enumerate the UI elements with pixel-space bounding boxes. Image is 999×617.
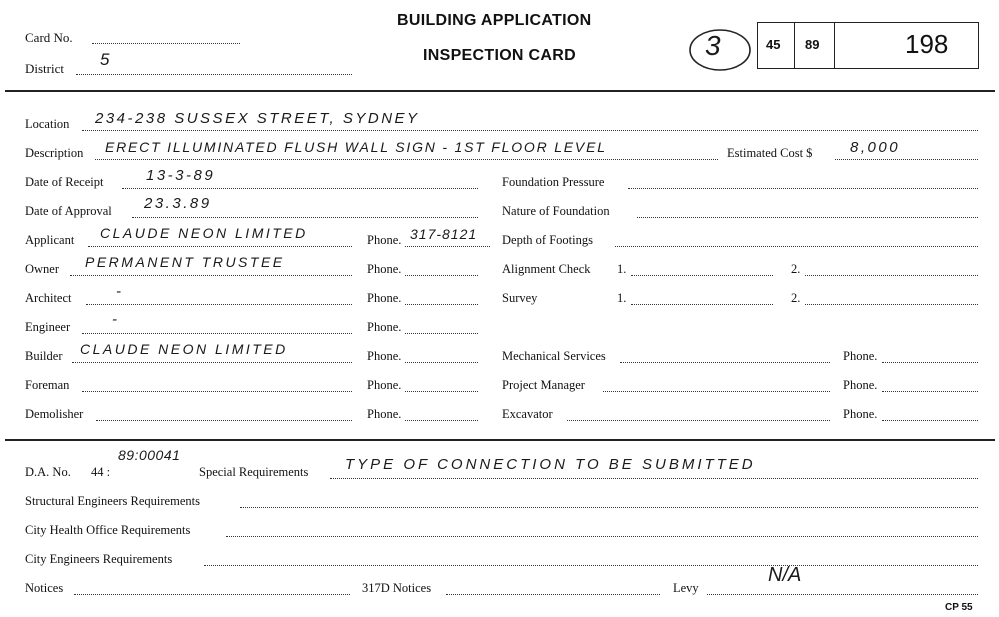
owner-phone-field[interactable]	[405, 275, 478, 276]
box-divider-1	[794, 22, 795, 69]
da-value: 89:00041	[118, 447, 181, 463]
location-field[interactable]	[82, 130, 978, 131]
description-value: ERECT ILLUMINATED FLUSH WALL SIGN - 1ST FLOOR LEVEL	[105, 139, 607, 155]
applicant-value: CLAUDE NEON LIMITED	[100, 225, 308, 241]
builder-phone-field[interactable]	[405, 362, 478, 363]
notices-317d-field[interactable]	[446, 594, 660, 595]
architect-phone-label: Phone.	[367, 291, 402, 305]
foundation-pressure-label: Foundation Pressure	[502, 175, 605, 189]
foreman-label: Foreman	[25, 378, 70, 392]
description-label: Description	[25, 146, 84, 160]
notices-317d-label: 317D Notices	[362, 581, 432, 595]
builder-phone-label: Phone.	[367, 349, 402, 363]
project-manager-phone-label: Phone.	[843, 378, 878, 392]
architect-phone-field[interactable]	[405, 304, 478, 305]
excavator-phone-field[interactable]	[882, 420, 978, 421]
engineer-phone-field[interactable]	[405, 333, 478, 334]
form-title-line2: INSPECTION CARD	[423, 47, 576, 64]
health-label: City Health Office Requirements	[25, 523, 191, 537]
architect-label: Architect	[25, 291, 72, 305]
architect-field[interactable]	[86, 304, 352, 305]
notices-field[interactable]	[74, 594, 350, 595]
excavator-field[interactable]	[567, 420, 830, 421]
alignment-check-num2: 2.	[791, 262, 801, 276]
demolisher-phone-label: Phone.	[367, 407, 402, 421]
section-divider	[5, 439, 995, 441]
date-approval-value: 23.3.89	[144, 195, 212, 212]
special-req-field[interactable]	[330, 478, 978, 479]
alignment-check-field-2[interactable]	[805, 275, 978, 276]
estimated-cost-label: Estimated Cost $	[727, 146, 813, 160]
builder-field[interactable]	[72, 362, 352, 363]
survey-label: Survey	[502, 291, 538, 305]
applicant-phone-label: Phone.	[367, 233, 402, 247]
notices-label: Notices	[25, 581, 64, 595]
alignment-check-num1: 1.	[617, 262, 627, 276]
levy-label: Levy	[673, 581, 699, 595]
project-manager-label: Project Manager	[502, 378, 585, 392]
da-no-label: D.A. No.	[25, 465, 71, 479]
foreman-phone-label: Phone.	[367, 378, 402, 392]
owner-value: PERMANENT TRUSTEE	[85, 254, 285, 270]
levy-value: N/A	[768, 564, 802, 586]
date-receipt-label: Date of Receipt	[25, 175, 104, 189]
date-receipt-value: 13-3-89	[146, 167, 216, 184]
demolisher-label: Demolisher	[25, 407, 84, 421]
foreman-phone-field[interactable]	[405, 391, 478, 392]
district-field[interactable]	[76, 74, 352, 75]
location-value: 234-238 SUSSEX STREET, SYDNEY	[95, 110, 420, 127]
depth-footings-field[interactable]	[615, 246, 978, 247]
owner-phone-label: Phone.	[367, 262, 402, 276]
foreman-field[interactable]	[82, 391, 352, 392]
architect-value: -	[116, 283, 124, 300]
card-no-label: Card No.	[25, 30, 73, 45]
location-label: Location	[25, 117, 70, 131]
applicant-field[interactable]	[88, 246, 352, 247]
applicant-phone-field[interactable]	[405, 246, 490, 247]
alignment-check-field-1[interactable]	[631, 275, 773, 276]
depth-footings-label: Depth of Footings	[502, 233, 593, 247]
excavator-label: Excavator	[502, 407, 553, 421]
nature-foundation-label: Nature of Foundation	[502, 204, 610, 218]
owner-field[interactable]	[70, 275, 352, 276]
engineer-value: -	[112, 311, 120, 328]
special-req-label: Special Requirements	[199, 465, 309, 479]
health-field[interactable]	[226, 536, 978, 537]
circled-number: 3	[705, 30, 721, 61]
project-manager-phone-field[interactable]	[882, 391, 978, 392]
box-number: 198	[905, 29, 949, 59]
mechanical-phone-field[interactable]	[882, 362, 978, 363]
date-receipt-field[interactable]	[122, 188, 478, 189]
survey-num2: 2.	[791, 291, 801, 305]
applicant-phone-value: 317-8121	[410, 226, 478, 242]
nature-foundation-field[interactable]	[637, 217, 978, 218]
project-manager-field[interactable]	[603, 391, 830, 392]
special-req-value: TYPE OF CONNECTION TO BE SUBMITTED	[345, 456, 756, 473]
form-code: CP 55	[945, 602, 973, 613]
demolisher-field[interactable]	[96, 420, 352, 421]
foundation-pressure-field[interactable]	[628, 188, 978, 189]
alignment-check-label: Alignment Check	[502, 262, 591, 276]
builder-value: CLAUDE NEON LIMITED	[80, 341, 288, 357]
district-label: District	[25, 61, 64, 76]
box-code-b: 89	[805, 37, 820, 52]
header-divider	[5, 90, 995, 92]
engineer-phone-label: Phone.	[367, 320, 402, 334]
mechanical-label: Mechanical Services	[502, 349, 606, 363]
builder-label: Builder	[25, 349, 63, 363]
city-engineers-field[interactable]	[204, 565, 978, 566]
demolisher-phone-field[interactable]	[405, 420, 478, 421]
da-prefix: 44 :	[91, 465, 111, 479]
engineer-field[interactable]	[82, 333, 352, 334]
box-code-a: 45	[766, 37, 781, 52]
survey-field-2[interactable]	[805, 304, 978, 305]
date-approval-field[interactable]	[132, 217, 478, 218]
survey-field-1[interactable]	[631, 304, 773, 305]
district-value: 5	[100, 50, 112, 69]
excavator-phone-label: Phone.	[843, 407, 878, 421]
estimated-cost-value: 8,000	[850, 139, 901, 156]
mechanical-phone-label: Phone.	[843, 349, 878, 363]
survey-num1: 1.	[617, 291, 627, 305]
estimated-cost-field[interactable]	[835, 159, 978, 160]
card-no-field[interactable]	[92, 43, 240, 44]
date-approval-label: Date of Approval	[25, 204, 112, 218]
box-divider-2	[834, 22, 835, 69]
city-engineers-label: City Engineers Requirements	[25, 552, 173, 566]
structural-field[interactable]	[240, 507, 978, 508]
structural-label: Structural Engineers Requirements	[25, 494, 200, 508]
applicant-label: Applicant	[25, 233, 75, 247]
form-title-line1: BUILDING APPLICATION	[397, 12, 592, 29]
levy-field[interactable]	[707, 594, 978, 595]
mechanical-field[interactable]	[620, 362, 830, 363]
owner-label: Owner	[25, 262, 60, 276]
description-field[interactable]	[95, 159, 718, 160]
engineer-label: Engineer	[25, 320, 71, 334]
